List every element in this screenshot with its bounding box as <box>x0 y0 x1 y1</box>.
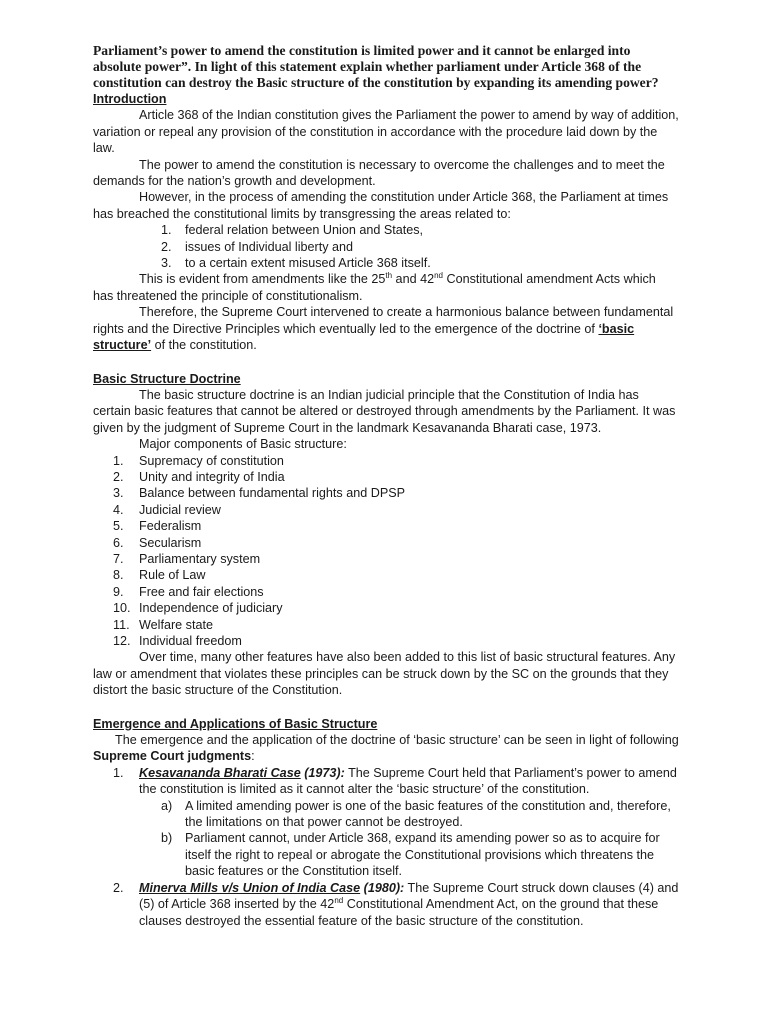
list-item: 3. to a certain extent misused Article 368 itself. <box>161 256 431 271</box>
case-name: Minerva Mills v/s Union of India Case <box>139 880 361 895</box>
list-item: 11. Welfare state <box>113 617 213 632</box>
document-body <box>93 43 679 929</box>
judgments-list <box>93 765 679 929</box>
list-item: 4. Judicial review <box>113 502 221 517</box>
list-item: 7. Parliamentary system <box>113 551 261 566</box>
list-item: 12. Individual freedom <box>113 634 242 648</box>
basic-structure-heading: Basic Structure Doctrine <box>93 371 241 386</box>
question-title: Parliament’s power to amend the constitution is limited power and it cannot be enlarged into absolute power”. In light of this statement explain whether parliament under Article 368 of the constitution can destroy the Basic structure of the constitution by expanding its amending power? <box>93 43 659 90</box>
list-item: 5. Federalism <box>113 519 202 534</box>
list-item: b) Parliament cannot, under Article 368, expand its amending power so as to acquire for itself the right to repeal or abrogate the Constitutional provisions which threatens the basic features or the Constitution itself. <box>161 831 660 879</box>
intro-paragraph-2: The power to amend the constitution is necessary to overcome the challenges and to meet the demands for the nation’s growth and development. <box>93 157 665 189</box>
case-name: Kesavananda Bharati Case <box>139 765 301 780</box>
list-item: 1. Supremacy of constitution <box>113 453 284 468</box>
emergence-heading: Emergence and Applications of Basic Structure <box>93 716 378 731</box>
intro-transgression-list <box>93 222 679 271</box>
list-item: 3. Balance between fundamental rights and DPSP <box>113 486 406 501</box>
basic-structure-term: ‘basic structure’ <box>93 321 635 353</box>
list-item: 6. Secularism <box>113 535 202 550</box>
bsd-paragraph-1: The basic structure doctrine is an Indian judicial principle that the Constitution of India has certain basic features that cannot be altered or destroyed through amendments by the Parliament. It was given by the judgment of Supreme Court in the landmark Kesavananda Bharati case, 1973. <box>93 387 676 435</box>
intro-paragraph-1: Article 368 of the Indian constitution gives the Parliament the power to amend by way of addition, variation or repeal any provision of the constitution in accordance with the procedure laid down by the law. <box>93 108 679 156</box>
list-item: 2. issues of Individual liberty and <box>161 239 354 254</box>
judgment-item-minerva: 2. Minerva Mills v/s Union of India Case (1980): The Supreme Court struck down clauses (4) and (5) of Article 368 inserted by the 42nd Constitutional Amendment Act, on the ground that these clauses destroyed the essential feature of the basic structure of the constitution. <box>113 880 679 928</box>
basic-structure-components-list <box>93 453 679 650</box>
list-item: 9. Free and fair elections <box>113 584 264 599</box>
list-item: 1. federal relation between Union and States, <box>161 223 424 238</box>
intro-paragraph-3: However, in the process of amending the constitution under Article 368, the Parliament at times has breached the constitutional limits by transgressing the areas related to: <box>93 190 669 221</box>
list-item: 10. Independence of judiciary <box>113 601 283 616</box>
list-item: a) A limited amending power is one of the basic features of the constitution and, therefore, the limitations on that power cannot be destroyed. <box>161 798 671 830</box>
intro-paragraph-5: Therefore, the Supreme Court intervened to create a harmonious balance between fundamental rights and the Directive Principles which eventually led to the emergence of the doctrine of ‘basic structure’ of the constitution. <box>93 305 674 353</box>
kesavananda-sub-list <box>139 798 679 880</box>
bsd-paragraph-3: Over time, many other features have also been added to this list of basic structural features. Any law or amendment that violates these principles can be struck down by the SC on the grounds that they distort the basic structure of the Constitution. <box>93 650 676 698</box>
list-item: 8. Rule of Law <box>113 568 206 583</box>
introduction-heading: Introduction <box>93 92 167 106</box>
emergence-paragraph: The emergence and the application of the doctrine of ‘basic structure’ can be seen in light of following Supreme Court judgments: <box>93 733 679 764</box>
list-item: 2. Unity and integrity of India <box>113 469 285 484</box>
bsd-paragraph-2: Major components of Basic structure: <box>139 437 347 452</box>
judgment-item-kesavananda: 1. Kesavananda Bharati Case (1973): The Supreme Court held that Parliament’s power to amend the constitution is limited as it cannot alter the ‘basic structure’ of the constitution. a) A limited amending power is one of the basic features of the constitution and, therefore, the limitations on that power cannot be destroyed. b) Parliament cannot, under Article 368, expand its amending power so as to acquire for itself the right to repeal or abrogate the Constitutional provisions which threatens the basic features or the Constitution itself. <box>93 765 679 880</box>
intro-paragraph-4: This is evident from amendments like the 25th and 42nd Constitutional amendment Acts which has threatened the principle of constitutionalism. <box>93 271 656 303</box>
